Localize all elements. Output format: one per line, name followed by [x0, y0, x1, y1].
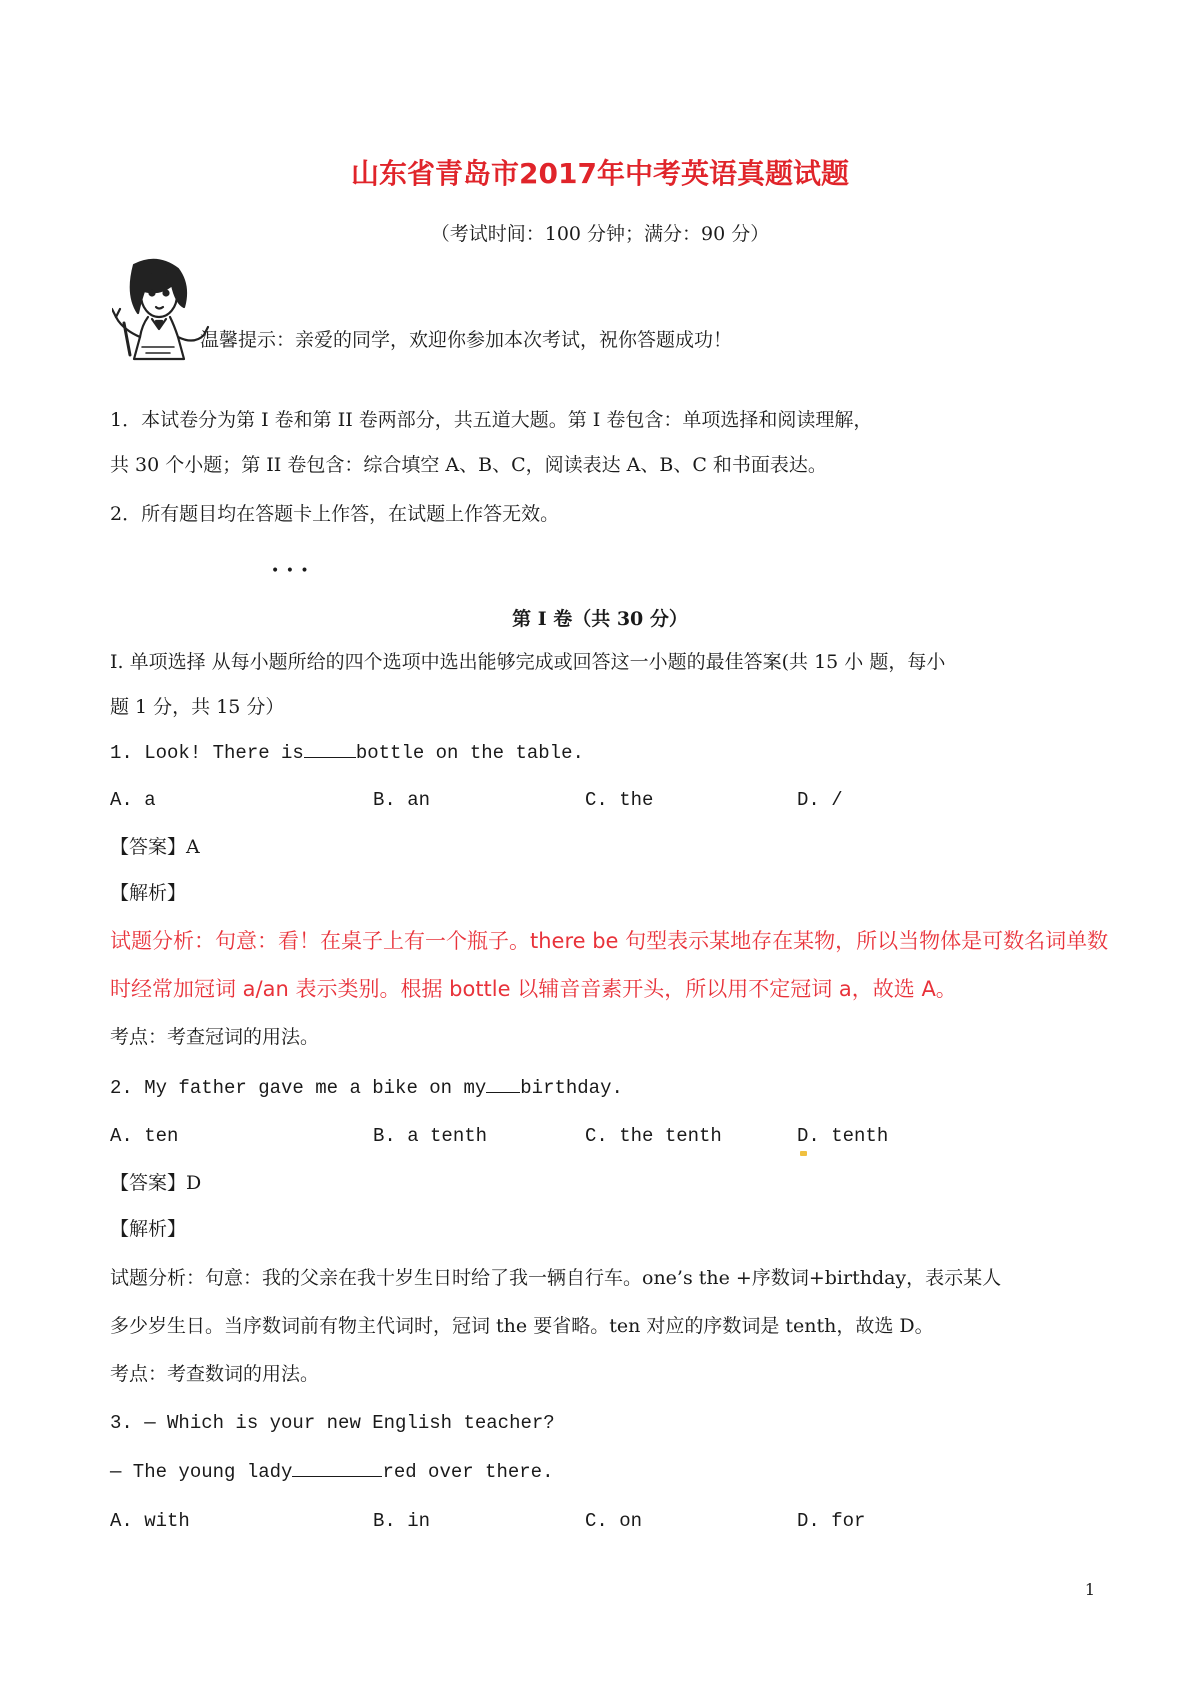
question-2-stem	[110, 1074, 623, 1102]
question-1-analysis-line-2: 时经常加冠词 a/an 表示类别。根据 bottle 以辅音音素开头，所以用不定冠词 a，故选 A。	[110, 977, 957, 1001]
document-title: 山东省青岛市2017年中考英语真题试题	[351, 157, 849, 190]
question-3-option-a: A. with	[110, 1510, 190, 1532]
question-2-analysis-line-2: 多少岁生日。当序数词前有物主代词时，冠词 the 要省略。ten 对应的序数词是 tenth，故选 D。	[110, 1315, 934, 1337]
question-1-option-b: B. an	[373, 789, 431, 811]
highlight-mark	[800, 1151, 807, 1156]
instruction-line-2: 共 30 个小题；第 II 卷包含：综合填空 A、B、C，阅读表达 A、B、C 和书面表达。	[110, 454, 827, 476]
question-2-point: 考点：考查数词的用法。	[110, 1363, 320, 1385]
emphasis-dots: • • •	[271, 563, 310, 579]
answer-blank	[292, 1460, 382, 1477]
question-1-stem-end: bottle on the table.	[355, 742, 584, 764]
page-number: 1	[1084, 1580, 1095, 1599]
question-2-option-d: D. tenth	[797, 1125, 889, 1147]
question-2-option-b: B. a tenth	[373, 1125, 488, 1147]
question-2-option-c: C. the tenth	[585, 1125, 722, 1147]
question-2-stem-end: birthday.	[520, 1077, 623, 1099]
question-2-analysis-line-1: 试题分析：句意：我的父亲在我十岁生日时给了我一辆自行车。one’s the +序数词+birthday，表示某人	[110, 1267, 1002, 1289]
welcome-tip: 温馨提示：亲爱的同学，欢迎你参加本次考试，祝你答题成功！	[200, 329, 733, 351]
question-1-stem	[110, 739, 584, 767]
question-2-stem-start: 2. My father gave me a bike on my	[110, 1077, 487, 1099]
answer-blank	[304, 741, 356, 758]
section-intro-line-2: 题 1 分，共 15 分）	[110, 696, 285, 718]
question-3-option-d: D. for	[797, 1510, 866, 1532]
instruction-line-1: 1．本试卷分为第 I 卷和第 II 卷两部分，共五道大题。第 I 卷包含：单项选择和阅读理解，	[110, 409, 873, 431]
instruction-line-3: 2．所有题目均在答题卡上作答，在试题上作答无效。	[110, 503, 560, 525]
question-1-option-d: D. /	[797, 789, 843, 811]
section-heading: 第 I 卷（共 30 分）	[512, 608, 688, 630]
question-3-line-2-end: red over there.	[382, 1461, 554, 1483]
question-1-stem-start: 1. Look! There is	[110, 742, 304, 764]
question-3-option-b: B. in	[373, 1510, 431, 1532]
question-1-option-c: C. the	[585, 789, 654, 811]
section-intro-line-1: I. 单项选择 从每小题所给的四个选项中选出能够完成或回答这一小题的最佳答案(共 15 小 题，每小	[110, 651, 946, 673]
question-3-option-c: C. on	[585, 1510, 643, 1532]
question-3-line-1: 3. — Which is your new English teacher?	[110, 1412, 555, 1434]
exam-info: （考试时间：100 分钟；满分：90 分）	[430, 223, 770, 245]
question-2-option-a: A. ten	[110, 1125, 179, 1147]
question-3-line-2-start: — The young lady	[110, 1461, 293, 1483]
question-2-analysis-label: 【解析】	[110, 1218, 187, 1240]
answer-blank	[486, 1076, 520, 1093]
question-1-option-a: A. a	[110, 789, 156, 811]
question-2-answer: 【答案】D	[110, 1172, 202, 1194]
question-1-analysis-line-1: 试题分析：句意：看！在桌子上有一个瓶子。there be 句型表示某地存在某物，所以当物体是可数名词单数	[110, 929, 1109, 953]
question-1-answer: 【答案】A	[110, 836, 200, 858]
question-1-point: 考点：考查冠词的用法。	[110, 1026, 320, 1048]
question-3-line-2	[110, 1458, 553, 1486]
question-1-analysis-label: 【解析】	[110, 882, 187, 904]
